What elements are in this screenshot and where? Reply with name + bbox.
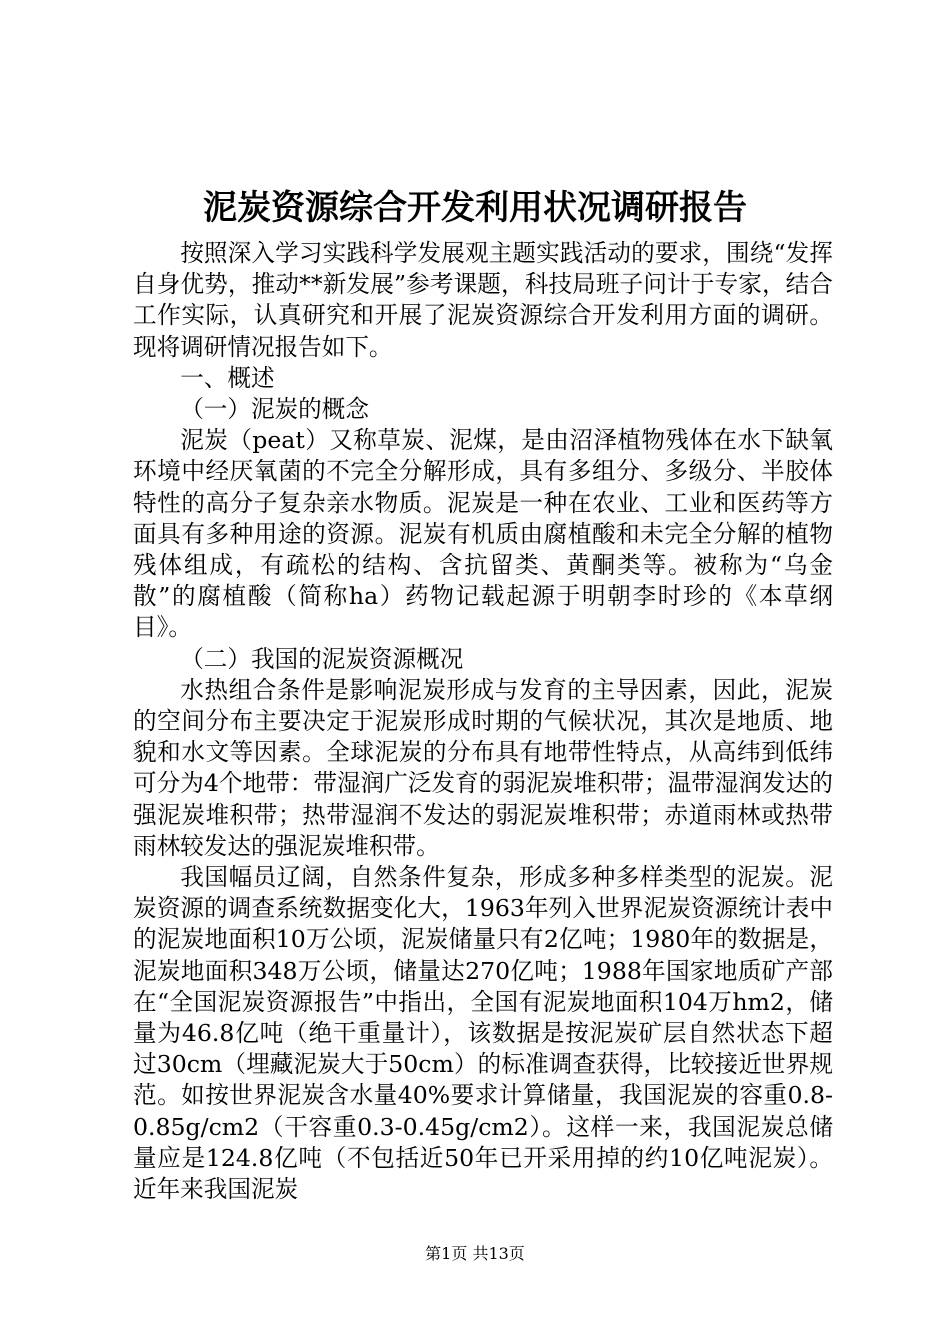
paragraph-distribution: 水热组合条件是影响泥炭形成与发育的主导因素，因此，泥炭的空间分布主要决定于泥炭形成时期的气候状况，其次是地质、地貌和水文等因素。全球泥炭的分布具有地带性特点，从高纬到低纬可分为4个地带：带湿润广泛发育的弱泥炭堆积带；温带湿润发达的强泥炭堆积带；热带湿润不发达的弱泥炭堆积带；赤道雨林或热带雨林较发达的强泥炭堆积带。 <box>133 675 833 860</box>
document-body <box>133 238 833 1205</box>
paragraph-peat-concept: 泥炭（peat）又称草炭、泥煤，是由沼泽植物残体在水下缺氧环境中经厌氧菌的不完全分解形成，具有多组分、多级分、半胶体特性的高分子复杂亲水物质。泥炭是一种在农业、工业和医药等方面具有多种用途的资源。泥炭有机质由腐植酸和未完全分解的植物残体组成，有疏松的结构、含抗留类、黄酮类等。被称为“乌金散”的腐植酸（简称ha）药物记载起源于明朝李时珍的《本草纲目》。 <box>133 426 833 642</box>
page-footer: 第1页 共13页 <box>425 1244 525 1263</box>
section-heading-overview: 一、概述 <box>180 363 275 392</box>
document-title: 泥炭资源综合开发利用状况调研报告 <box>203 188 747 228</box>
paragraph-intro: 按照深入学习实践科学发展观主题实践活动的要求，围绕“发挥自身优势，推动**新发展”参考课题，科技局班子问计于专家，结合工作实际，认真研究和开展了泥炭资源综合开发利用方面的调研。现将调研情况报告如下。 <box>133 239 833 361</box>
subsection-heading-resources: （二）我国的泥炭资源概况 <box>180 644 464 673</box>
paragraph-china-resources: 我国幅员辽阔，自然条件复杂，形成多种多样类型的泥炭。泥炭资源的调查系统数据变化大，1963年列入世界泥炭资源统计表中的泥炭地面积10万公顷，泥炭储量只有2亿吨；1980年的数据是，泥炭地面积348万公顷，储量达270亿吨；1988年国家地质矿产部在“全国泥炭资源报告”中指出，全国有泥炭地面积104万hm2，储量为46.8亿吨（绝干重量计），该数据是按泥炭矿层自然状态下超过30cm（埋藏泥炭大于50cm）的标准调查获得，比较接近世界规范。如按世界泥炭含水量40%要求计算储量，我国泥炭的容重0.8-0.85g/cm2（干容重0.3-0.45g/cm2）。这样一来，我国泥炭总储量应是124.8亿吨（不包括近50年已开采用掉的约10亿吨泥炭）。近年来我国泥炭 <box>133 863 833 1204</box>
subsection-heading-concept: （一）泥炭的概念 <box>180 395 369 424</box>
